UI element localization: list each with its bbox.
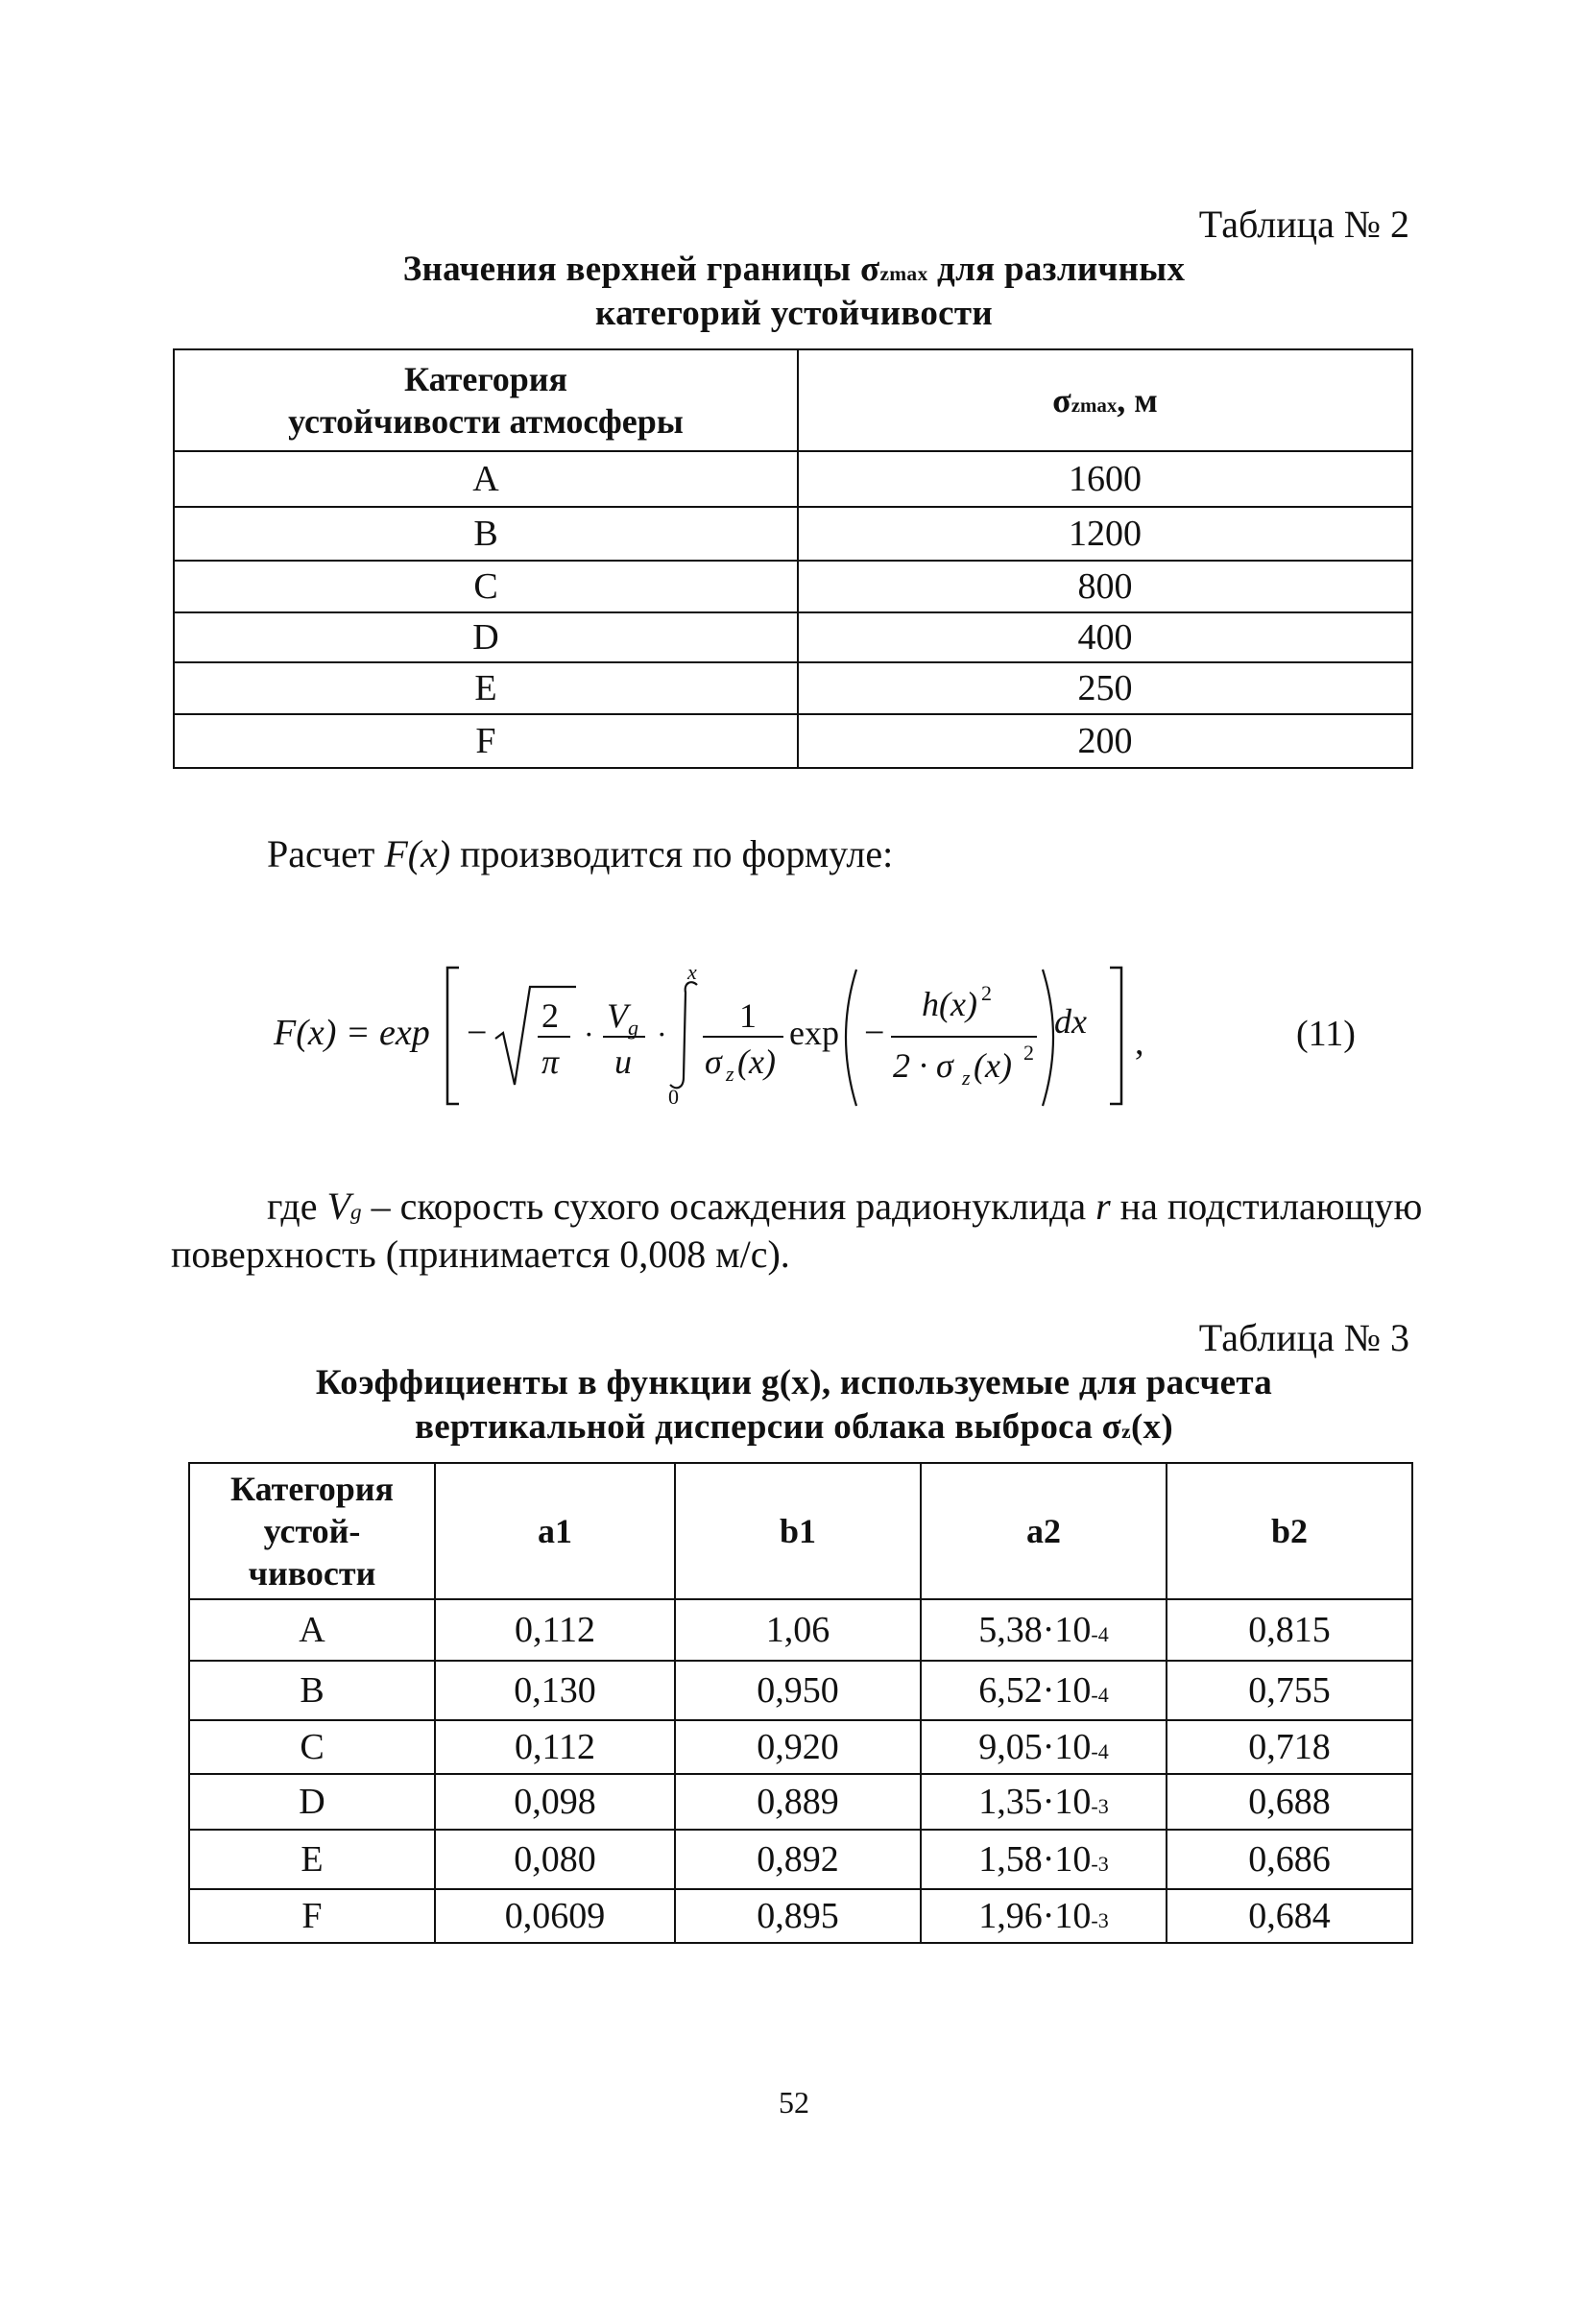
- table3-cell-category: C: [189, 1720, 435, 1774]
- table-row: [174, 612, 1412, 662]
- table2-cell-category: E: [174, 662, 798, 714]
- table3-cell-b1: 0,920: [675, 1720, 921, 1774]
- table3-title-line2: вертикальной дисперсии облака выброса $\sigma_z(x)$: [415, 1407, 1173, 1447]
- svg-text:z: z: [962, 1066, 971, 1090]
- table2-header-sigma: $\sigma_z^{max}$, м: [798, 349, 1412, 451]
- right-bracket: [1110, 968, 1121, 1104]
- table2-label: Таблица № 2: [1198, 203, 1409, 246]
- svg-text:u: u: [614, 1042, 632, 1081]
- table3-header-b2: b2: [1167, 1463, 1412, 1599]
- formula-11: [269, 950, 1191, 1123]
- table3-cell-b2: 0,688: [1167, 1774, 1412, 1830]
- table3-cell-a2: $1,35\cdot 10^{-3}$: [921, 1774, 1167, 1830]
- table3-header-b1: b1: [675, 1463, 921, 1599]
- left-paren: [846, 970, 856, 1106]
- table-row: [189, 1774, 1412, 1830]
- table2-title-line2: категорий устойчивости: [595, 294, 993, 333]
- svg-text:0: 0: [668, 1085, 679, 1109]
- svg-text:σ: σ: [705, 1042, 722, 1081]
- table3-cell-a2: $9,05\cdot 10^{-4}$: [921, 1720, 1167, 1774]
- svg-text:·: ·: [657, 1017, 667, 1051]
- table2-cell-value: 400: [798, 612, 1412, 662]
- table3-cell-b1: 0,895: [675, 1889, 921, 1943]
- table3-cell-b1: 0,889: [675, 1774, 921, 1830]
- formula-lhs: F(x) = exp: [274, 1013, 430, 1053]
- svg-text:(x): (x): [974, 1046, 1012, 1085]
- table2-cell-value: 200: [798, 714, 1412, 768]
- svg-text:·: ·: [584, 1017, 594, 1051]
- table3-cell-a1: 0,112: [435, 1599, 675, 1661]
- where-text-line1: где $V_g$ – скорость сухого осаждения радионуклида r на подстилающую: [267, 1185, 1423, 1228]
- table3-cell-b2: 0,718: [1167, 1720, 1412, 1774]
- table2-cell-category: D: [174, 612, 798, 662]
- table3-cell-category: F: [189, 1889, 435, 1943]
- table3-cell-a1: 0,098: [435, 1774, 675, 1830]
- table3-cell-category: B: [189, 1661, 435, 1720]
- table3-cell-b2: 0,755: [1167, 1661, 1412, 1720]
- table3-header-a1: a1: [435, 1463, 675, 1599]
- table3-cell-b2: 0,686: [1167, 1830, 1412, 1889]
- svg-text:h(x): h(x): [922, 985, 977, 1023]
- table3-cell-a2: $6,52\cdot 10^{-4}$: [921, 1661, 1167, 1720]
- table3-header-category: Категория устой- чивости: [189, 1463, 435, 1599]
- table3-cell-b1: 0,892: [675, 1830, 921, 1889]
- table-row: [189, 1720, 1412, 1774]
- table2-header-category: Категория устойчивости атмосферы: [174, 349, 798, 451]
- table2-title: Значения верхней границы $\sigma_z^{max}$ для различных: [402, 250, 1186, 289]
- table2-cell-category: B: [174, 507, 798, 561]
- table-row: [174, 714, 1412, 768]
- right-paren: [1043, 970, 1053, 1106]
- table3-cell-a1: 0,130: [435, 1661, 675, 1720]
- table3-cell-b2: 0,684: [1167, 1889, 1412, 1943]
- table3-cell-b2: 0,815: [1167, 1599, 1412, 1661]
- formula-intro: Расчет F(x) производится по формуле:: [267, 832, 894, 875]
- table3-cell-a1: 0,0609: [435, 1889, 675, 1943]
- svg-text:(x): (x): [737, 1042, 776, 1081]
- svg-text:,: ,: [1135, 1022, 1144, 1063]
- table3-cell-a2: $5,38\cdot 10^{-4}$: [921, 1599, 1167, 1661]
- table2-cell-category: C: [174, 561, 798, 612]
- table3-header-a2: a2: [921, 1463, 1167, 1599]
- svg-text:2: 2: [1023, 1041, 1034, 1065]
- table3-cell-a1: 0,112: [435, 1720, 675, 1774]
- svg-text:2: 2: [541, 996, 559, 1035]
- svg-text:x: x: [687, 960, 697, 984]
- table-row: [174, 507, 1412, 561]
- svg-text:V: V: [607, 996, 628, 1035]
- table3-header-row: [189, 1463, 1412, 1599]
- table-row: [189, 1599, 1412, 1661]
- table3-cell-a1: 0,080: [435, 1830, 675, 1889]
- table3-cell-category: A: [189, 1599, 435, 1661]
- table3-cell-a2: $1,58\cdot 10^{-3}$: [921, 1830, 1167, 1889]
- table2-cell-value: 250: [798, 662, 1412, 714]
- table3-cell-a2: $1,96\cdot 10^{-3}$: [921, 1889, 1167, 1943]
- table3-title: Коэффициенты в функции g(x), используемые для расчета: [315, 1363, 1273, 1402]
- table2-cell-value: 800: [798, 561, 1412, 612]
- table2-cell-category: A: [174, 451, 798, 507]
- table3-label: Таблица № 3: [1198, 1316, 1409, 1359]
- svg-text:exp: exp: [789, 1014, 839, 1052]
- svg-text:g: g: [628, 1016, 638, 1040]
- table2-cell-category: F: [174, 714, 798, 768]
- table3-cell-b1: 0,950: [675, 1661, 921, 1720]
- table2-cell-value: 1200: [798, 507, 1412, 561]
- table3: [188, 1462, 1413, 1944]
- formula-minus: −: [467, 1013, 488, 1053]
- equation-number: (11): [1296, 1014, 1356, 1054]
- table-row: [174, 561, 1412, 612]
- table2-cell-value: 1600: [798, 451, 1412, 507]
- svg-text:2: 2: [981, 981, 992, 1005]
- svg-text:dx: dx: [1054, 1002, 1087, 1041]
- svg-text:−: −: [864, 1013, 885, 1053]
- table-row: [189, 1889, 1412, 1943]
- table3-cell-category: D: [189, 1774, 435, 1830]
- integral-sign: [670, 982, 697, 1088]
- table-row: [174, 451, 1412, 507]
- where-text-line2: поверхность (принимается 0,008 м/с).: [171, 1233, 790, 1276]
- svg-text:π: π: [541, 1042, 560, 1081]
- page-number: 52: [779, 2085, 809, 2120]
- table-row: [189, 1830, 1412, 1889]
- svg-text:2 · σ: 2 · σ: [893, 1046, 953, 1085]
- svg-text:1: 1: [739, 996, 757, 1035]
- svg-text:z: z: [726, 1062, 734, 1086]
- table3-cell-category: E: [189, 1830, 435, 1889]
- table3-cell-b1: 1,06: [675, 1599, 921, 1661]
- table-row: [174, 662, 1412, 714]
- table-row: [189, 1661, 1412, 1720]
- table2: [173, 348, 1413, 769]
- left-bracket: [447, 968, 459, 1104]
- table2-header-row: [174, 349, 1412, 451]
